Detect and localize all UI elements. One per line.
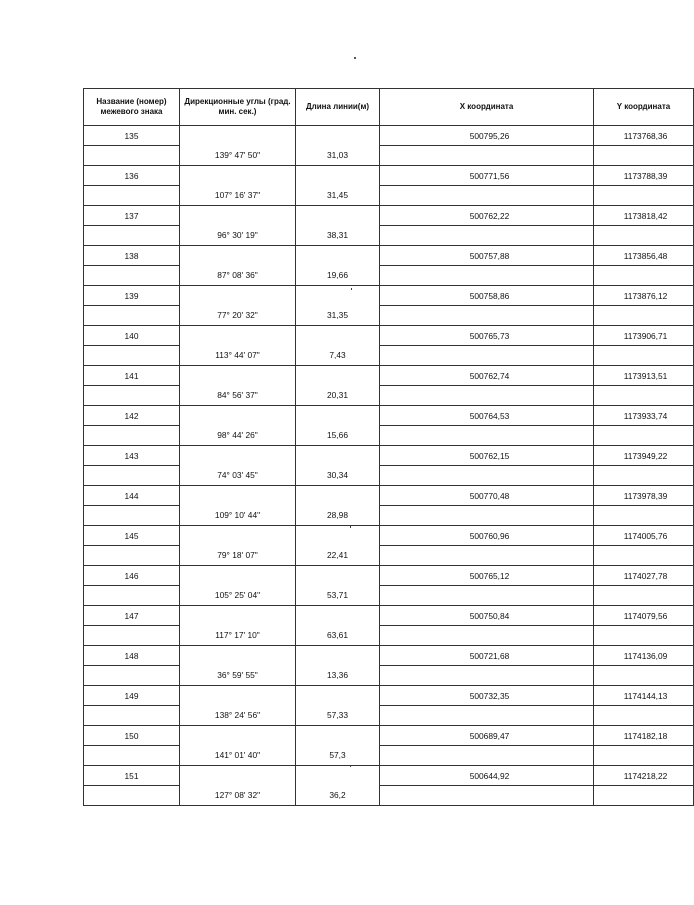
point-row (84, 126, 694, 146)
empty-cell (594, 186, 694, 206)
header-name: Название (номер) межевого знака (84, 89, 180, 126)
empty-cell (594, 706, 694, 726)
direction-angle: 105° 25' 04" (180, 586, 296, 606)
y-cell (594, 206, 694, 226)
y-cell (594, 326, 694, 346)
point-number: 146 (84, 566, 180, 586)
empty-cell (594, 506, 694, 526)
empty-cell (180, 726, 296, 746)
direction-angle: 74° 03' 45" (180, 466, 296, 486)
x-cell (380, 766, 594, 786)
empty-cell (84, 226, 180, 246)
header-length: Длина линии(м) (296, 89, 380, 126)
line-length: 63,61 (296, 626, 380, 646)
empty-cell (84, 586, 180, 606)
empty-cell (84, 786, 180, 806)
point-row (84, 726, 694, 746)
empty-cell (84, 146, 180, 166)
empty-cell (84, 506, 180, 526)
point-number: 138 (84, 246, 180, 266)
y-coordinate: 1173856,48 (623, 250, 668, 261)
y-coordinate: 1174027,78 (623, 570, 668, 581)
x-cell (380, 606, 594, 626)
line-length: 38,31 (296, 226, 380, 246)
y-cell (594, 726, 694, 746)
empty-cell (296, 646, 380, 666)
empty-cell (84, 346, 180, 366)
empty-cell (84, 666, 180, 686)
direction-angle: 127° 08' 32" (180, 786, 296, 806)
x-cell (380, 206, 594, 226)
point-row (84, 766, 694, 786)
empty-cell (296, 126, 380, 146)
point-number: 145 (84, 526, 180, 546)
empty-cell (296, 246, 380, 266)
empty-cell (84, 706, 180, 726)
empty-cell (380, 786, 594, 806)
x-coordinate: 500760,96 (469, 530, 510, 541)
empty-cell (296, 366, 380, 386)
direction-angle: 84° 56' 37" (180, 386, 296, 406)
empty-cell (180, 686, 296, 706)
empty-cell (84, 466, 180, 486)
direction-angle: 107° 16' 37" (180, 186, 296, 206)
line-length: 15,66 (296, 426, 380, 446)
x-coordinate: 500765,73 (469, 330, 510, 341)
y-cell (594, 366, 694, 386)
y-coordinate: 1174182,18 (623, 730, 668, 741)
point-row (84, 486, 694, 506)
line-row (84, 426, 694, 446)
line-row (84, 506, 694, 526)
x-cell (380, 406, 594, 426)
x-coordinate: 500764,53 (469, 410, 510, 421)
empty-cell (180, 326, 296, 346)
y-coordinate: 1173933,74 (623, 410, 668, 421)
point-row (84, 606, 694, 626)
empty-cell (594, 626, 694, 646)
line-length: 36,2 (296, 786, 380, 806)
line-row (84, 546, 694, 566)
empty-cell (84, 546, 180, 566)
empty-cell (296, 486, 380, 506)
empty-cell (296, 566, 380, 586)
point-number: 147 (84, 606, 180, 626)
empty-cell (380, 426, 594, 446)
x-cell (380, 246, 594, 266)
x-coordinate: 500762,74 (469, 370, 510, 381)
point-number: 141 (84, 366, 180, 386)
y-coordinate: 1174144,13 (623, 690, 668, 701)
empty-cell (84, 426, 180, 446)
point-row (84, 566, 694, 586)
header-angle: Дирекционные углы (град. мин. сек.) (180, 89, 296, 126)
point-number: 142 (84, 406, 180, 426)
y-cell (594, 686, 694, 706)
x-cell (380, 166, 594, 186)
direction-angle: 139° 47' 50" (180, 146, 296, 166)
point-row (84, 206, 694, 226)
empty-cell (180, 486, 296, 506)
direction-angle: 109° 10' 44" (180, 506, 296, 526)
x-coordinate: 500732,35 (469, 690, 510, 701)
point-number: 137 (84, 206, 180, 226)
empty-cell (180, 566, 296, 586)
point-row (84, 526, 694, 546)
empty-cell (594, 666, 694, 686)
y-cell (594, 486, 694, 506)
table-header-row (84, 89, 694, 126)
direction-angle: 79° 18' 07" (180, 546, 296, 566)
line-row (84, 306, 694, 326)
x-coordinate: 500644,92 (469, 770, 510, 781)
y-cell (594, 406, 694, 426)
line-row (84, 186, 694, 206)
empty-cell (296, 686, 380, 706)
x-coordinate: 500758,86 (469, 290, 510, 301)
point-row (84, 686, 694, 706)
empty-cell (180, 406, 296, 426)
x-coordinate: 500762,22 (469, 210, 510, 221)
y-cell (594, 286, 694, 306)
empty-cell (296, 406, 380, 426)
y-coordinate: 1173913,51 (623, 370, 668, 381)
line-length: 20,31 (296, 386, 380, 406)
direction-angle: 96° 30' 19" (180, 226, 296, 246)
point-row (84, 286, 694, 306)
empty-cell (594, 226, 694, 246)
line-row (84, 346, 694, 366)
empty-cell (594, 146, 694, 166)
empty-cell (296, 166, 380, 186)
empty-cell (180, 246, 296, 266)
y-coordinate: 1173876,12 (623, 290, 668, 301)
x-cell (380, 286, 594, 306)
empty-cell (180, 526, 296, 546)
empty-cell (180, 166, 296, 186)
header-x: X координата (380, 89, 594, 126)
table-body (84, 126, 694, 806)
x-coordinate: 500770,48 (469, 490, 510, 501)
line-row (84, 386, 694, 406)
line-length: 31,45 (296, 186, 380, 206)
empty-cell (594, 586, 694, 606)
y-cell (594, 606, 694, 626)
point-row (84, 246, 694, 266)
y-coordinate: 1174005,76 (623, 530, 668, 541)
direction-angle: 87° 08' 36" (180, 266, 296, 286)
y-cell (594, 646, 694, 666)
empty-cell (380, 586, 594, 606)
point-row (84, 166, 694, 186)
empty-cell (380, 386, 594, 406)
x-coordinate: 500765,12 (469, 570, 510, 581)
x-cell (380, 326, 594, 346)
empty-cell (594, 266, 694, 286)
empty-cell (180, 646, 296, 666)
y-coordinate: 1174136,09 (623, 650, 668, 661)
x-coordinate: 500721,68 (469, 650, 510, 661)
point-number: 151 (84, 766, 180, 786)
x-cell (380, 686, 594, 706)
empty-cell (380, 506, 594, 526)
empty-cell (296, 326, 380, 346)
y-cell (594, 566, 694, 586)
x-cell (380, 446, 594, 466)
line-length: 13,36 (296, 666, 380, 686)
direction-angle: 117° 17' 10" (180, 626, 296, 646)
empty-cell (296, 206, 380, 226)
point-number: 139 (84, 286, 180, 306)
y-cell (594, 126, 694, 146)
line-length: 31,03 (296, 146, 380, 166)
empty-cell (296, 726, 380, 746)
y-coordinate: 1174079,56 (623, 610, 668, 621)
line-row (84, 746, 694, 766)
empty-cell (594, 786, 694, 806)
x-cell (380, 566, 594, 586)
header-y: Y координата (594, 89, 694, 126)
line-length: 57,3 (296, 746, 380, 766)
point-row (84, 366, 694, 386)
point-number: 143 (84, 446, 180, 466)
y-cell (594, 446, 694, 466)
line-row (84, 626, 694, 646)
x-coordinate: 500771,56 (469, 170, 510, 181)
direction-angle: 36° 59' 55" (180, 666, 296, 686)
empty-cell (180, 286, 296, 306)
direction-angle: 77° 20' 32" (180, 306, 296, 326)
point-row (84, 646, 694, 666)
empty-cell (594, 386, 694, 406)
direction-angle: 113° 44' 07" (180, 346, 296, 366)
line-length: 53,71 (296, 586, 380, 606)
point-row (84, 406, 694, 426)
empty-cell (296, 446, 380, 466)
empty-cell (180, 126, 296, 146)
y-coordinate: 1173768,36 (623, 130, 668, 141)
point-number: 149 (84, 686, 180, 706)
empty-cell (180, 766, 296, 786)
empty-cell (594, 306, 694, 326)
point-number: 135 (84, 126, 180, 146)
boundary-coordinates-table (83, 88, 694, 806)
empty-cell (380, 226, 594, 246)
empty-cell (296, 286, 380, 306)
point-number: 136 (84, 166, 180, 186)
empty-cell (180, 606, 296, 626)
line-row (84, 226, 694, 246)
empty-cell (296, 766, 380, 786)
point-row (84, 326, 694, 346)
y-coordinate: 1173949,22 (623, 450, 668, 461)
direction-angle: 138° 24' 56" (180, 706, 296, 726)
empty-cell (380, 186, 594, 206)
x-coordinate: 500689,47 (469, 730, 510, 741)
x-coordinate: 500750,84 (469, 610, 510, 621)
empty-cell (84, 746, 180, 766)
x-coordinate: 500795,26 (469, 130, 510, 141)
line-row (84, 666, 694, 686)
line-length: 30,34 (296, 466, 380, 486)
empty-cell (594, 426, 694, 446)
empty-cell (594, 346, 694, 366)
x-coordinate: 500762,15 (469, 450, 510, 461)
empty-cell (380, 346, 594, 366)
empty-cell (296, 606, 380, 626)
y-coordinate: 1173906,71 (623, 330, 668, 341)
empty-cell (380, 626, 594, 646)
empty-cell (84, 266, 180, 286)
x-cell (380, 366, 594, 386)
y-cell (594, 766, 694, 786)
empty-cell (380, 146, 594, 166)
point-number: 144 (84, 486, 180, 506)
point-number: 150 (84, 726, 180, 746)
y-cell (594, 246, 694, 266)
empty-cell (180, 366, 296, 386)
empty-cell (594, 466, 694, 486)
line-length: 31,35 (296, 306, 380, 326)
scan-speck (354, 57, 356, 59)
line-length: 28,98 (296, 506, 380, 526)
x-coordinate: 500757,88 (469, 250, 510, 261)
empty-cell (84, 626, 180, 646)
empty-cell (594, 746, 694, 766)
x-cell (380, 726, 594, 746)
empty-cell (380, 266, 594, 286)
line-row (84, 586, 694, 606)
x-cell (380, 646, 594, 666)
line-row (84, 266, 694, 286)
empty-cell (180, 206, 296, 226)
direction-angle: 98° 44' 26" (180, 426, 296, 446)
line-row (84, 146, 694, 166)
point-row (84, 446, 694, 466)
y-cell (594, 166, 694, 186)
y-coordinate: 1173978,39 (623, 490, 668, 501)
line-row (84, 786, 694, 806)
empty-cell (594, 546, 694, 566)
y-coordinate: 1173788,39 (623, 170, 668, 181)
empty-cell (296, 526, 380, 546)
line-length: 22,41 (296, 546, 380, 566)
line-length: 57,33 (296, 706, 380, 726)
empty-cell (380, 706, 594, 726)
y-cell (594, 526, 694, 546)
empty-cell (380, 746, 594, 766)
empty-cell (84, 186, 180, 206)
empty-cell (380, 466, 594, 486)
x-cell (380, 126, 594, 146)
point-number: 140 (84, 326, 180, 346)
empty-cell (380, 666, 594, 686)
direction-angle: 141° 01' 40" (180, 746, 296, 766)
empty-cell (84, 306, 180, 326)
empty-cell (180, 446, 296, 466)
empty-cell (380, 306, 594, 326)
line-length: 7,43 (296, 346, 380, 366)
x-cell (380, 526, 594, 546)
line-row (84, 466, 694, 486)
x-cell (380, 486, 594, 506)
empty-cell (380, 546, 594, 566)
y-coordinate: 1174218,22 (623, 770, 668, 781)
empty-cell (84, 386, 180, 406)
line-length: 19,66 (296, 266, 380, 286)
point-number: 148 (84, 646, 180, 666)
line-row (84, 706, 694, 726)
y-coordinate: 1173818,42 (623, 210, 668, 221)
